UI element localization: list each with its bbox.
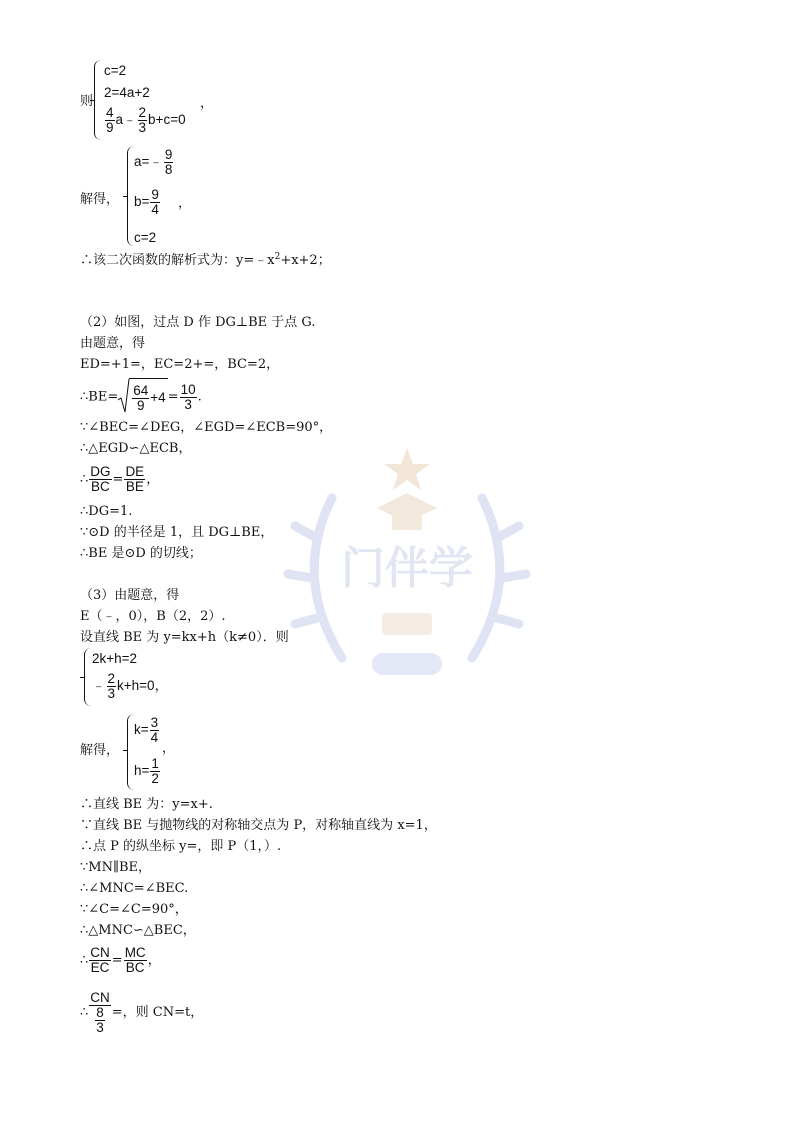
ratio-formula: ∴ $\frac{DG}{BC}$ = $\frac{DE}{BE}$ ， — [80, 464, 160, 494]
sec3-line-be: 设直线 BE 为 y=kx+h（k≠0）．则 — [80, 630, 289, 645]
eq-a: 2=4a+2 — [104, 85, 150, 100]
sec3-points: E（﹣，0），B（2，2）. — [80, 609, 226, 624]
sol-c: c=2 — [134, 230, 157, 245]
sol-a: a=﹣ $\frac{9}{8}$ — [134, 147, 173, 177]
jiede-label: 解得， — [80, 192, 120, 207]
be-formula: ∴BE= $\frac{64}{9}$ +4 = $\frac{10}{3}$ . — [80, 378, 202, 416]
jiede-label-3: 解得， — [80, 743, 120, 758]
sec2-line3: ED=+1=，EC=2+=，BC=2， — [80, 357, 280, 372]
sol-b: b= $\frac{9}{4}$ — [134, 187, 159, 217]
sys3-eq1: 2k+h=2 — [92, 651, 138, 666]
sec3-line-eq: ∴直线 BE 为：y=x+. — [80, 797, 213, 812]
sys3-eq2: ﹣ $\frac{2}{3}$ k+h=0， — [92, 671, 169, 701]
sec3-axis: ∵直线 BE 与抛物线的对称轴交点为 P，对称轴直线为 x=1， — [80, 818, 437, 833]
sec2-dg: ∴DG=1. — [80, 504, 133, 519]
system-brace — [94, 60, 101, 140]
sec3-ratio: ∴ $\frac{CN}{EC}$ = $\frac{MC}{BC}$ ， — [80, 945, 161, 975]
watermark-text: 门伴学 — [341, 543, 473, 594]
watermark-logo — [272, 438, 542, 708]
sec2-tangent: ∴BE 是⊙D 的切线； — [80, 546, 202, 561]
solution-brace — [127, 146, 134, 246]
system3-brace — [84, 648, 91, 706]
sec3-line1: （3）由题意，得 — [80, 588, 180, 603]
sec3-right-angle: ∵∠C=∠C=90°， — [80, 902, 188, 917]
eq-c: c=2 — [104, 63, 127, 78]
ze-label: 则 — [80, 94, 94, 109]
sec2-radius: ∵⊙D 的半径是 1，且 DG⊥BE， — [80, 525, 274, 540]
sec3-parallel: ∵MN∥BE， — [80, 860, 152, 875]
sec2-angles: ∵∠BEC=∠DEG，∠EGD=∠ECB=90°， — [80, 420, 333, 435]
sec3-similar: ∴△MNC∽△BEC， — [80, 923, 196, 938]
sol-k: k= $\frac{3}{4}$ — [134, 715, 159, 745]
eq-third: $\frac{4}{9}$ a﹣ $\frac{2}{3}$ b+c=0 — [106, 105, 186, 135]
sec2-similar: ∴△EGD∽△ECB， — [80, 441, 192, 456]
sec2-line1: （2）如图，过点 D 作 DG⊥BE 于点 G. — [80, 315, 316, 330]
sol-h: h= $\frac{1}{2}$ — [134, 756, 159, 786]
sec3-last: ∴ $\frac{CN}{\frac{8}{3}}$ =，则 CN=t， — [80, 989, 204, 1035]
conclusion-1: ∴该二次函数的解析式为：$y=﹣x^2+x+2$； — [80, 252, 331, 268]
sec3-point-p: ∴点 P 的纵坐标 y=，即 P（1，）. — [80, 839, 282, 854]
sec3-angle: ∴∠MNC=∠BEC. — [80, 881, 189, 896]
sec2-line2: 由题意，得 — [80, 336, 146, 351]
solution3-brace — [127, 714, 134, 790]
